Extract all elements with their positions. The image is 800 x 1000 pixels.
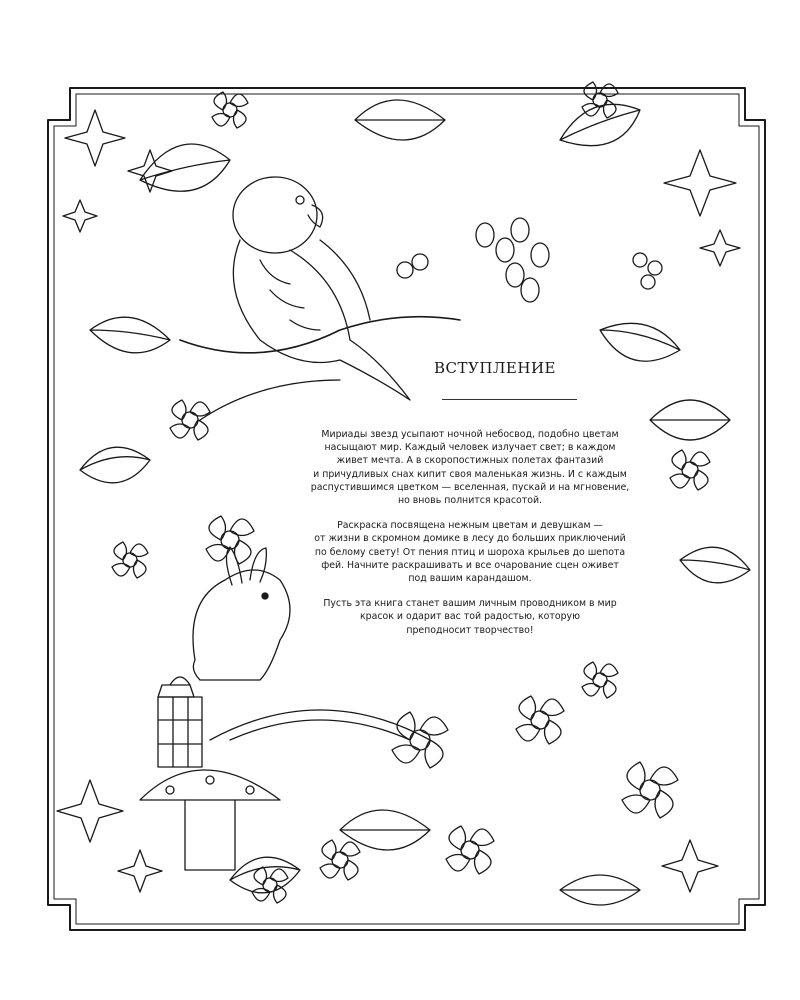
- mushroom-icon: [140, 770, 280, 870]
- page-title: ВСТУПЛЕНИЕ: [433, 359, 556, 377]
- text-line: и причудливых снах кипит своя маленькая жизнь. И с каждым: [313, 468, 627, 480]
- text-line: под вашим карандашом.: [408, 573, 532, 585]
- intro-paragraph: [300, 428, 640, 507]
- rabbit-icon: [193, 547, 290, 680]
- text-line: Мириады звезд усыпают ночной небосвод, подобно цветам: [321, 429, 619, 440]
- text-line: но вновь полнится красотой.: [397, 495, 543, 507]
- text-line: преподносит творчество!: [406, 624, 534, 636]
- text-line: Пусть эта книга станет вашим личным проводником в мир: [323, 598, 617, 610]
- text-line: живет мечта. А в скоропостижных полетах фантазий: [336, 455, 604, 467]
- introduction-text-panel: [300, 345, 640, 675]
- lantern-icon: [158, 677, 202, 767]
- text-line: Раскраска посвящена нежным цветам и девушкам —: [337, 520, 603, 532]
- intro-paragraph: [300, 519, 640, 585]
- text-line: насыщают мир. Каждый человек излучает свет; в каждом: [324, 442, 616, 454]
- text-line: распустившимся цветком — вселенная, пускай и на мгновение,: [310, 481, 630, 493]
- text-line: по белому свету! От пения птиц и шороха крыльев до шепота: [314, 546, 626, 558]
- title-divider: [442, 399, 577, 400]
- text-line: фей. Начните раскрашивать и все очарование сцен оживет: [321, 559, 619, 571]
- text-line: от жизни в скромном домике в лесу до больших приключений: [314, 533, 626, 545]
- berry-icon: [397, 218, 662, 302]
- text-line: красок и одарит вас той радостью, которую: [360, 611, 580, 623]
- intro-paragraph: [300, 597, 640, 637]
